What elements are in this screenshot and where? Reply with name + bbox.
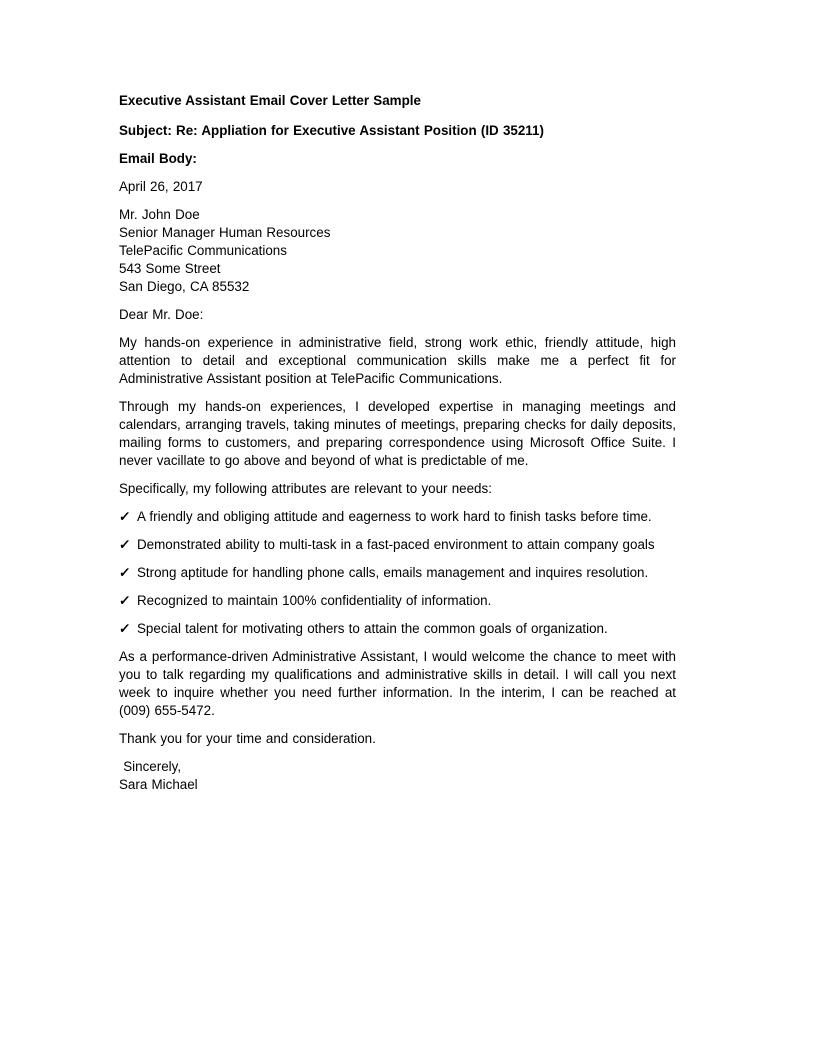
bullet-item	[119, 564, 676, 582]
intro-paragraph-1: My hands-on experience in administrative field, strong work ethic, friendly attitude, high attention to detail and exceptional communication skills make me a perfect fit for Administrative Assistant position at TelePacific Communications.	[119, 335, 676, 386]
recipient-job-title: Senior Manager Human Resources	[119, 225, 331, 240]
bullet-item	[119, 620, 676, 638]
checkmark-icon: ✓	[118, 593, 132, 608]
signature-block	[119, 758, 676, 794]
subject-line: Subject: Re: Appliation for Executive Assistant Position (ID 35211)	[119, 123, 544, 138]
signature-name: Sara Michael	[119, 777, 198, 792]
bullet-text: Special talent for motivating others to attain the common goals of organization.	[137, 621, 608, 636]
sign-off: Sincerely,	[119, 759, 182, 774]
intro-paragraph-2: Through my hands-on experiences, I developed expertise in managing meetings and calendars, arranging travels, taking minutes of meetings, preparing checks for daily deposits, mailing forms to customers, and preparing correspondence using Microsoft Office Suite. I never vacillate to go above and beyond of what is predictable of me.	[119, 399, 676, 468]
recipient-company: TelePacific Communications	[119, 243, 287, 258]
date-line: April 26, 2017	[119, 179, 203, 194]
bullet-text: Demonstrated ability to multi-task in a fast-paced environment to attain company goals	[137, 537, 655, 552]
attributes-intro: Specifically, my following attributes are relevant to your needs:	[119, 481, 492, 496]
recipient-block	[119, 206, 676, 296]
bullet-item	[119, 592, 676, 610]
checkmark-icon: ✓	[118, 565, 132, 580]
salutation: Dear Mr. Doe:	[119, 307, 204, 322]
email-body-label: Email Body:	[119, 151, 197, 166]
checkmark-icon: ✓	[118, 509, 132, 524]
recipient-city: San Diego, CA 85532	[119, 279, 250, 294]
closing-paragraph: As a performance-driven Administrative Assistant, I would welcome the chance to meet with you to talk regarding my qualifications and administrative skills in detail. I will call you next week to inquire whether you need further information. In the interim, I can be reached at (009) 655-5472.	[119, 649, 676, 718]
recipient-name: Mr. John Doe	[119, 207, 200, 222]
bullet-text: Strong aptitude for handling phone calls, emails management and inquires resolution.	[137, 565, 649, 580]
bullet-item	[119, 508, 676, 526]
bullet-text: A friendly and obliging attitude and eagerness to work hard to finish tasks before time.	[137, 509, 652, 524]
bullet-item	[119, 536, 676, 554]
recipient-street: 543 Some Street	[119, 261, 221, 276]
letter-content	[119, 92, 676, 804]
checkmark-icon: ✓	[118, 537, 132, 552]
checkmark-icon: ✓	[118, 621, 132, 636]
letter-title: Executive Assistant Email Cover Letter Sample	[119, 93, 421, 108]
thank-you-line: Thank you for your time and consideration.	[119, 731, 376, 746]
bullet-text: Recognized to maintain 100% confidentiality of information.	[137, 593, 492, 608]
